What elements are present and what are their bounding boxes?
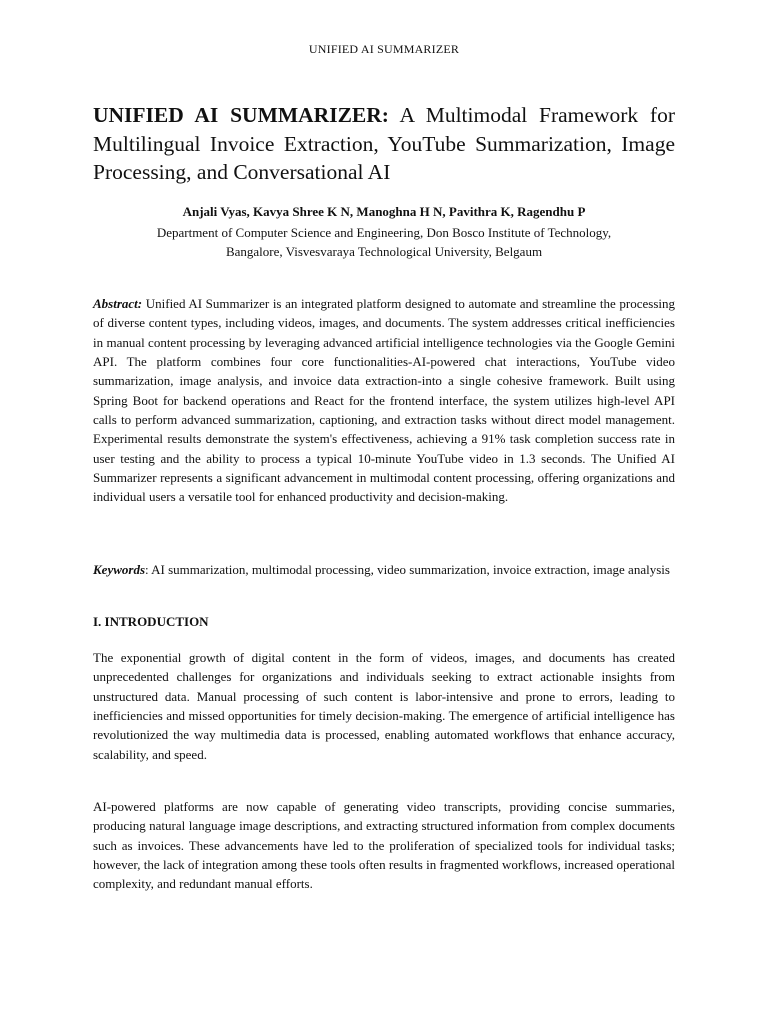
keywords-paragraph bbox=[93, 560, 675, 579]
paper-title bbox=[93, 101, 675, 187]
paper-title-lead: UNIFIED AI SUMMARIZER: bbox=[93, 103, 389, 127]
author-list: Anjali Vyas, Kavya Shree K N, Manoghna H N, Pavithra K, Ragendhu P bbox=[182, 204, 586, 219]
keywords-text: : AI summarization, multimodal processing, video summarization, invoice extraction, image analysis bbox=[145, 562, 670, 577]
abstract-text: Unified AI Summarizer is an integrated platform designed to automate and streamline the processing of diverse content types, including videos, images, and documents. The system addresses critical inefficiencies in manual content processing by leveraging advanced artificial intelligence technologies via the Google Gemini API. The platform combines four core functionalities-AI-powered chat interactions, YouTube video summarization, image analysis, and invoice data extraction-into a single cohesive framework. Built using Spring Boot for backend operations and React for the frontend interface, the system utilizes high-level API calls to perform advanced summarization, captioning, and extraction tasks without direct model management. Experimental results demonstrate the system's effectiveness, achieving a 91% task completion success rate in user testing and the ability to process a typical 10-minute YouTube video in 1.3 seconds. The Unified AI Summarizer represents a significant advancement in multimodal content processing, offering organizations and individual users a versatile tool for enhanced productivity and decision-making. bbox=[93, 296, 675, 505]
affiliation bbox=[93, 223, 675, 261]
affiliation-line-1: Department of Computer Science and Engineering, Don Bosco Institute of Technology, bbox=[156, 225, 612, 240]
abstract-label: Abstract: bbox=[93, 296, 143, 311]
paper-title-rest: A Multimodal Framework for Multilingual Invoice Extraction, YouTube Summarization, Image Processing, and Conversational AI bbox=[93, 103, 675, 184]
keywords-label: Keywords bbox=[93, 562, 145, 577]
affiliation-line-2: Bangalore, Visvesvaraya Technological University, Belgaum bbox=[225, 244, 543, 259]
running-head: UNIFIED AI SUMMARIZER bbox=[308, 42, 460, 56]
intro-paragraph-1: The exponential growth of digital content in the form of videos, images, and documents has created unprecedented challenges for organizations and individuals seeking to extract actionable insights from unstructured data. Manual processing of such content is labor-intensive and prone to errors, leading to inefficiencies and missed opportunities for timely decision-making. The emergence of artificial intelligence has revolutionized the way multimedia data is processed, enabling automated workflows that enhance accuracy, scalability, and speed. bbox=[93, 650, 675, 762]
section-heading-introduction: I. INTRODUCTION bbox=[93, 614, 209, 629]
intro-paragraph-2: AI-powered platforms are now capable of generating video transcripts, providing concise summaries, producing natural language image descriptions, and extracting structured information from complex documents such as invoices. These advancements have led to the proliferation of specialized tools for individual tasks; however, the lack of integration among these tools often results in fragmented workflows, increased operational complexity, and redundant manual efforts. bbox=[93, 799, 675, 892]
abstract-paragraph bbox=[93, 294, 675, 507]
